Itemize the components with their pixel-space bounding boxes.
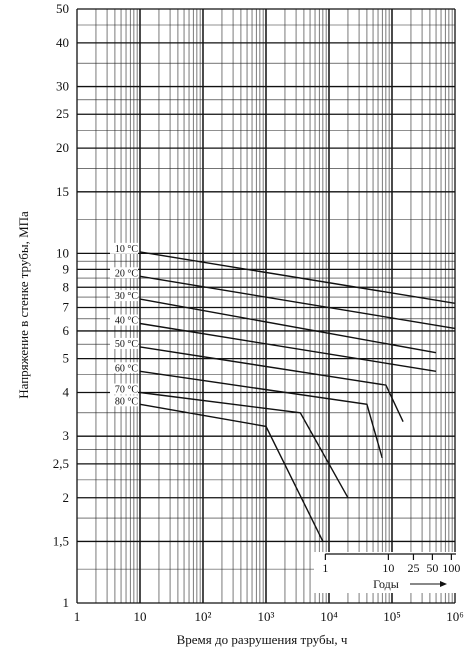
x-tick-label: 10² — [194, 609, 212, 624]
y-tick-label: 20 — [56, 140, 69, 156]
years-tick-label: 1 — [322, 561, 329, 575]
x-tick-label: 10 — [133, 609, 147, 624]
y-tick-label: 40 — [56, 34, 69, 50]
y-tick-label: 30 — [56, 78, 69, 94]
x-tick-label: 10⁶ — [446, 609, 464, 624]
series-label: 30 °C — [114, 291, 138, 303]
y-tick-label: 2,5 — [52, 455, 69, 471]
y-tick-label: 6 — [62, 322, 69, 338]
series-label: 80 °C — [114, 396, 138, 408]
y-tick-label: 25 — [56, 106, 69, 122]
series-label: 70 °C — [114, 384, 138, 396]
x-axis-label: Время до разрушения трубы, ч — [176, 632, 348, 647]
x-tick-label: 10⁵ — [383, 609, 401, 624]
series-label: 60 °C — [114, 363, 138, 375]
y-tick-label: 5 — [62, 350, 69, 366]
y-tick-label: 15 — [56, 183, 69, 199]
y-axis-label: Напряжение в стенке трубы, МПа — [16, 211, 31, 399]
years-tick-label: 25 — [407, 561, 420, 575]
y-tick-label: 1 — [62, 595, 69, 610]
years-tick-label: 50 — [426, 561, 439, 575]
series-label: 50 °C — [114, 338, 138, 350]
axis-tick-labels — [53, 1, 464, 624]
years-scale — [314, 552, 464, 593]
y-tick-label: 50 — [56, 1, 69, 16]
y-tick-label: 1,5 — [52, 533, 69, 549]
y-tick-label: 10 — [56, 245, 69, 261]
y-tick-label: 9 — [62, 261, 69, 277]
x-tick-label: 10⁴ — [320, 609, 338, 624]
years-axis-label: Годы — [373, 577, 399, 591]
series-line — [140, 404, 323, 541]
x-tick-label: 1 — [73, 609, 81, 624]
y-tick-label: 7 — [62, 299, 69, 315]
y-tick-label: 2 — [62, 489, 69, 505]
series-label: 20 °C — [114, 268, 138, 280]
y-tick-label: 8 — [62, 279, 69, 295]
series-line — [140, 276, 455, 328]
series-label: 40 °C — [114, 315, 138, 327]
years-tick-label: 100 — [442, 561, 461, 575]
years-tick-label: 10 — [382, 561, 395, 575]
series-line — [140, 371, 382, 458]
y-tick-label: 3 — [62, 428, 69, 444]
grid-lines — [77, 9, 455, 603]
y-tick-label: 4 — [62, 384, 69, 400]
series-label: 10 °C — [114, 243, 138, 255]
x-tick-label: 10³ — [257, 609, 275, 624]
series-line — [140, 252, 455, 303]
series-line — [140, 393, 348, 498]
